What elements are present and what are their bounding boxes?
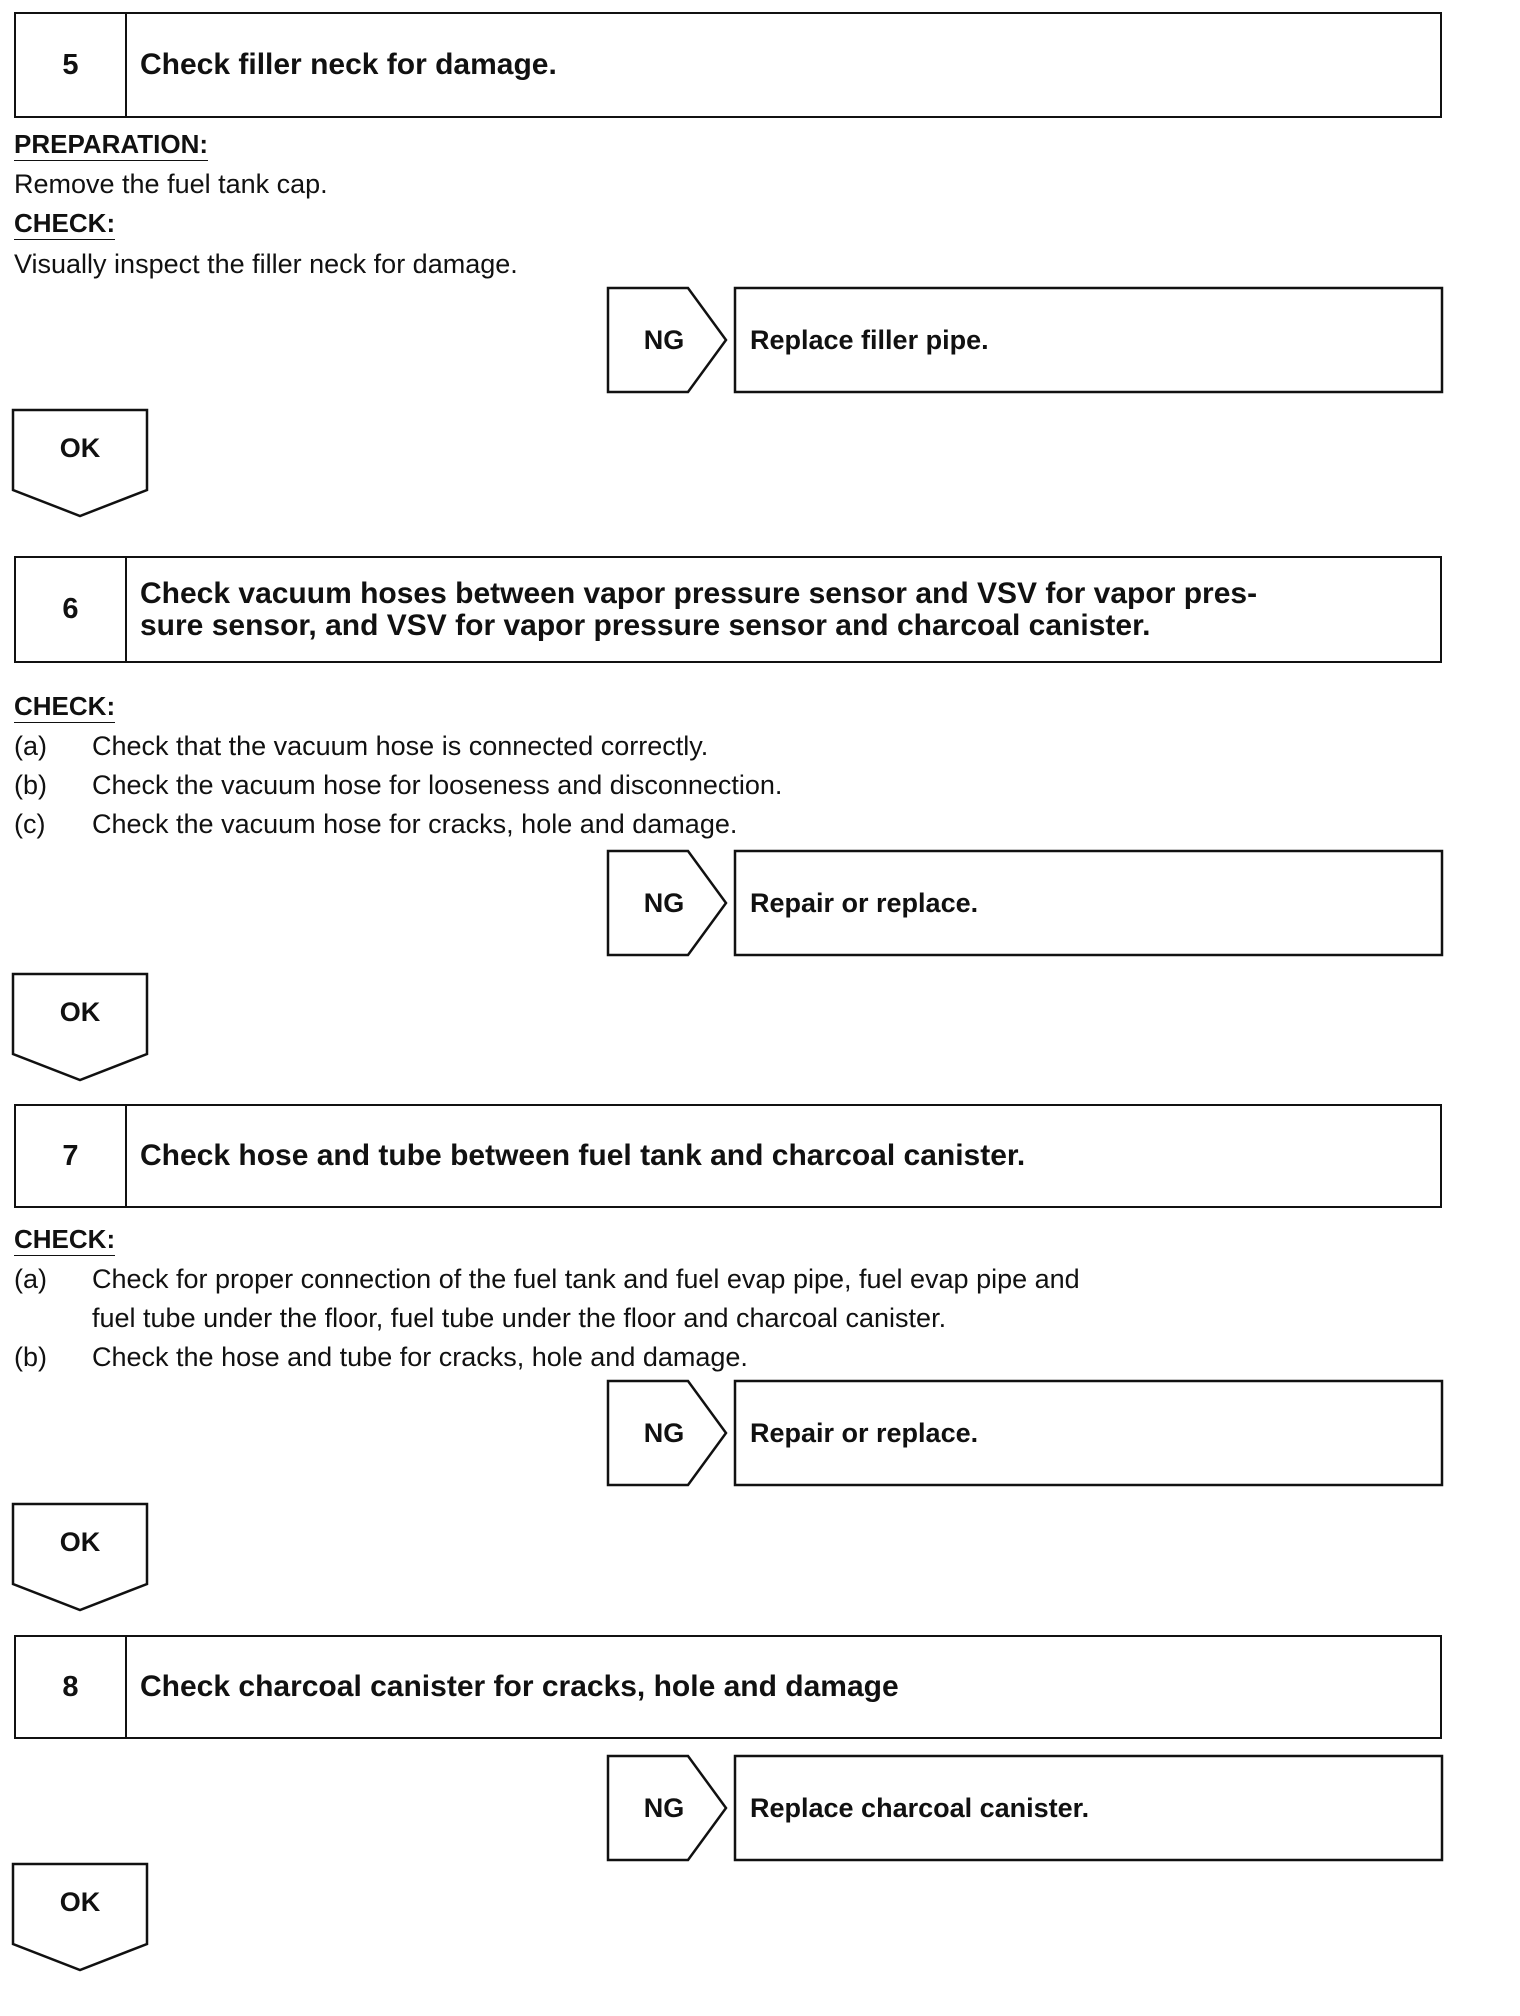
ng-action: Repair or replace. bbox=[750, 1417, 979, 1448]
check-item: (c) Check the vacuum hose for cracks, hole and damage. bbox=[14, 809, 738, 839]
ng-action: Replace charcoal canister. bbox=[750, 1792, 1090, 1823]
check-item: (b) Check the hose and tube for cracks, hole and damage. bbox=[14, 1342, 748, 1372]
ng-tag: NG bbox=[643, 887, 685, 918]
preparation-text: Remove the fuel tank cap. bbox=[14, 169, 328, 199]
step-title: Check charcoal canister for cracks, hole and damage bbox=[140, 1670, 899, 1703]
check-label: CHECK: bbox=[14, 691, 116, 721]
ok-tag: OK bbox=[59, 1886, 101, 1917]
step-8-header bbox=[14, 1635, 1442, 1739]
step-7-header bbox=[14, 1104, 1442, 1208]
ok-tag: OK bbox=[59, 1526, 101, 1557]
preparation-label: PREPARATION: bbox=[14, 129, 209, 159]
ng-tag: NG bbox=[643, 324, 685, 355]
ng-tag: NG bbox=[643, 1792, 685, 1823]
step-number: 5 bbox=[16, 14, 127, 116]
ng-action: Repair or replace. bbox=[750, 887, 979, 918]
step-number: 6 bbox=[16, 558, 127, 661]
ok-tag: OK bbox=[59, 432, 101, 463]
step-5-header bbox=[14, 12, 1442, 118]
ng-tag: NG bbox=[643, 1417, 685, 1448]
step-number: 7 bbox=[16, 1106, 127, 1206]
step-6-header bbox=[14, 556, 1442, 663]
ng-arrow-shape bbox=[0, 1373, 1460, 1493]
check-label: CHECK: bbox=[14, 208, 116, 238]
step-title: Check vacuum hoses between vapor pressure sensor and VSV for vapor pres- sure sensor, and VSV for vapor pressure sensor and charcoal canister. bbox=[140, 577, 1258, 642]
check-item: (a) Check for proper connection of the fuel tank and fuel evap pipe, fuel evap pipe and fuel tube under the floor, fuel tube under the floor and charcoal canister. bbox=[14, 1264, 1080, 1333]
ok-tag: OK bbox=[59, 996, 101, 1027]
ng-arrow-shape bbox=[0, 1748, 1460, 1868]
ng-arrow-shape bbox=[0, 280, 1460, 400]
step-number: 8 bbox=[16, 1637, 127, 1737]
ng-action: Replace filler pipe. bbox=[750, 324, 989, 355]
check-item: (a) Check that the vacuum hose is connected correctly. bbox=[14, 731, 709, 761]
check-item: (b) Check the vacuum hose for looseness and disconnection. bbox=[14, 770, 783, 800]
step-title: Check filler neck for damage. bbox=[140, 48, 557, 81]
ng-arrow-shape bbox=[0, 843, 1460, 963]
step-title: Check hose and tube between fuel tank and charcoal canister. bbox=[140, 1139, 1026, 1172]
check-text: Visually inspect the filler neck for damage. bbox=[14, 249, 518, 279]
check-label: CHECK: bbox=[14, 1224, 116, 1254]
